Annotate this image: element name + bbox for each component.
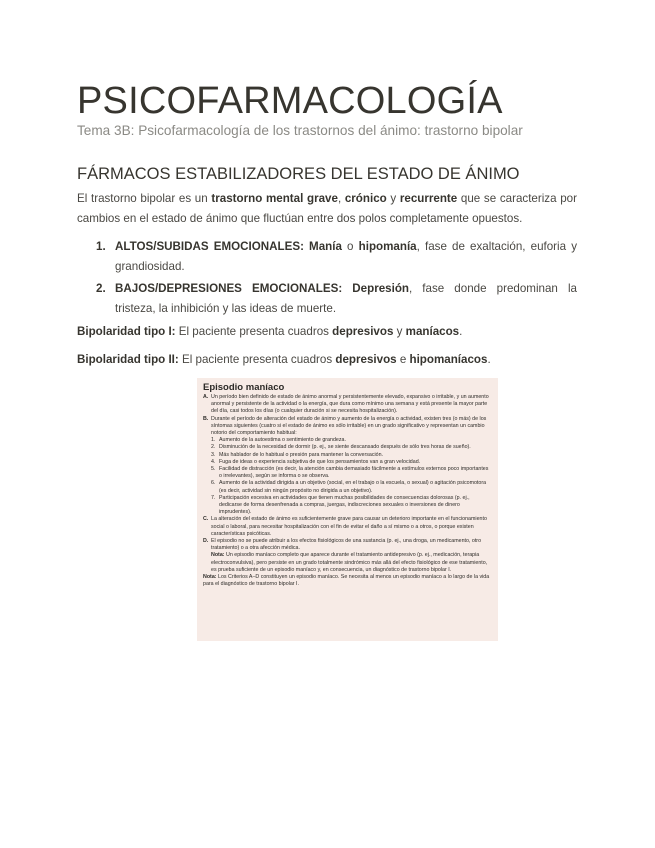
dsm-criteria-image xyxy=(197,378,498,641)
criterion-b-item: 5. Facilidad de distracción (es decir, la atención cambia demasiado fácilmente a estímulos externos poco importantes o irrelevantes), según se informa o se observa. xyxy=(211,466,489,480)
section-heading: FÁRMACOS ESTABILIZADORES DEL ESTADO DE ÁNIMO xyxy=(77,165,520,183)
page-subtitle: Tema 3B: Psicofarmacología de los trastornos del ánimo: trastorno bipolar xyxy=(77,123,523,138)
criterion-d: D. El episodio no se puede atribuir a los efectos fisiológicos de una sustancia (p. ej., una droga, un medicamento, otro tratamiento) o a otra afección médica. xyxy=(203,538,482,552)
list-item: 1. ALTOS/SUBIDAS EMOCIONALES: Manía o hipomanía, fase de exaltación, euforia y grandiosidad. xyxy=(96,240,578,273)
criterion-b-item: 2. Disminución de la necesidad de dormir (p. ej., se siente descansado después de sólo tres horas de sueño). xyxy=(211,444,471,451)
bipolar-type-1: Bipolaridad tipo I: El paciente presenta cuadros depresivos y maníacos. xyxy=(77,325,463,338)
page-title: PSICOFARMACOLOGÍA xyxy=(77,80,503,122)
criterion-d-note: Nota: Un episodio maníaco completo que aparece durante el tratamiento antidepresivo (p. ej., medicación, terapia electroconvulsiva), pero persiste en un grado totalmente sindrómico más allá del efecto fisiológico de ese tratamiento, es prueba suficiente de un episodio maníaco y, en consecuencia, un diagnóstico de trastorno bipolar I. xyxy=(211,552,488,573)
criterion-a: A. Un período bien definido de estado de ánimo anormal y persistentemente elevado, expansivo o irritable, y un aumento anormal y persistente de la actividad o la energía, que dura como mínimo una semana y está presente la mayor parte del día, casi todos los días (o cualquier duración si se necesita hospitalización). xyxy=(203,394,489,415)
dsm-title: Episodio maníaco xyxy=(203,382,285,393)
final-note: Nota: Los Criterios A–D constituyen un episodio maníaco. Se necesita al menos un episodio maníaco a lo largo de la vida para el diagnóstico de trastorno bipolar I. xyxy=(203,574,490,588)
criterion-c: C. La alteración del estado de ánimo es suficientemente grave para causar un deterioro importante en el funcionamiento social o laboral, para necesitar hospitalización con el fin de evitar el daño a sí mismo o a otros, o porque existen características psicóticas. xyxy=(203,516,487,537)
list-item: 2. BAJOS/DEPRESIONES EMOCIONALES: Depresión, fase donde predominan la tristeza, la inhibición y las ideas de muerte. xyxy=(96,282,577,315)
criterion-b-item: 7. Participación excesiva en actividades que tienen muchas posibilidades de consecuencias dolorosas (p. ej., dedicarse de forma desenfrenada a compras, juergas, indiscreciones sexuales o inversiones de dinero imprudentes). xyxy=(211,494,470,516)
criterion-b-item: 6. Aumento de la actividad dirigida a un objetivo (social, en el trabajo o la escuela, o sexual) o agitación psicomotora (es decir, actividad sin ningún propósito no dirigida a un objetivo). xyxy=(211,480,487,494)
pole-list xyxy=(96,237,577,321)
bipolar-type-2: Bipolaridad tipo II: El paciente presenta cuadros depresivos e hipomaníacos. xyxy=(77,353,491,366)
intro-paragraph: El trastorno bipolar es un trastorno mental grave, crónico y recurrente que se caracteriza por cambios en el estado de ánimo que fluctúan entre dos polos completamente opuestos. xyxy=(77,192,577,225)
criterion-b-item: 3. Más hablador de lo habitual o presión para mantener la conversación. xyxy=(211,451,384,458)
criterion-b-item: 4. Fuga de ideas o experiencia subjetiva de que los pensamientos van a gran velocidad. xyxy=(211,458,421,465)
criterion-b: B. Durante el período de alteración del estado de ánimo y aumento de la energía o actividad, existen tres (o más) de los síntomas siguientes (cuatro si el estado de ánimo es sólo irritable) en un grado significativo y representan un cambio notorio del comportamiento habitual: xyxy=(203,415,487,437)
criterion-b-item: 1. Aumento de la autoestima o sentimiento de grandeza. xyxy=(211,437,346,444)
